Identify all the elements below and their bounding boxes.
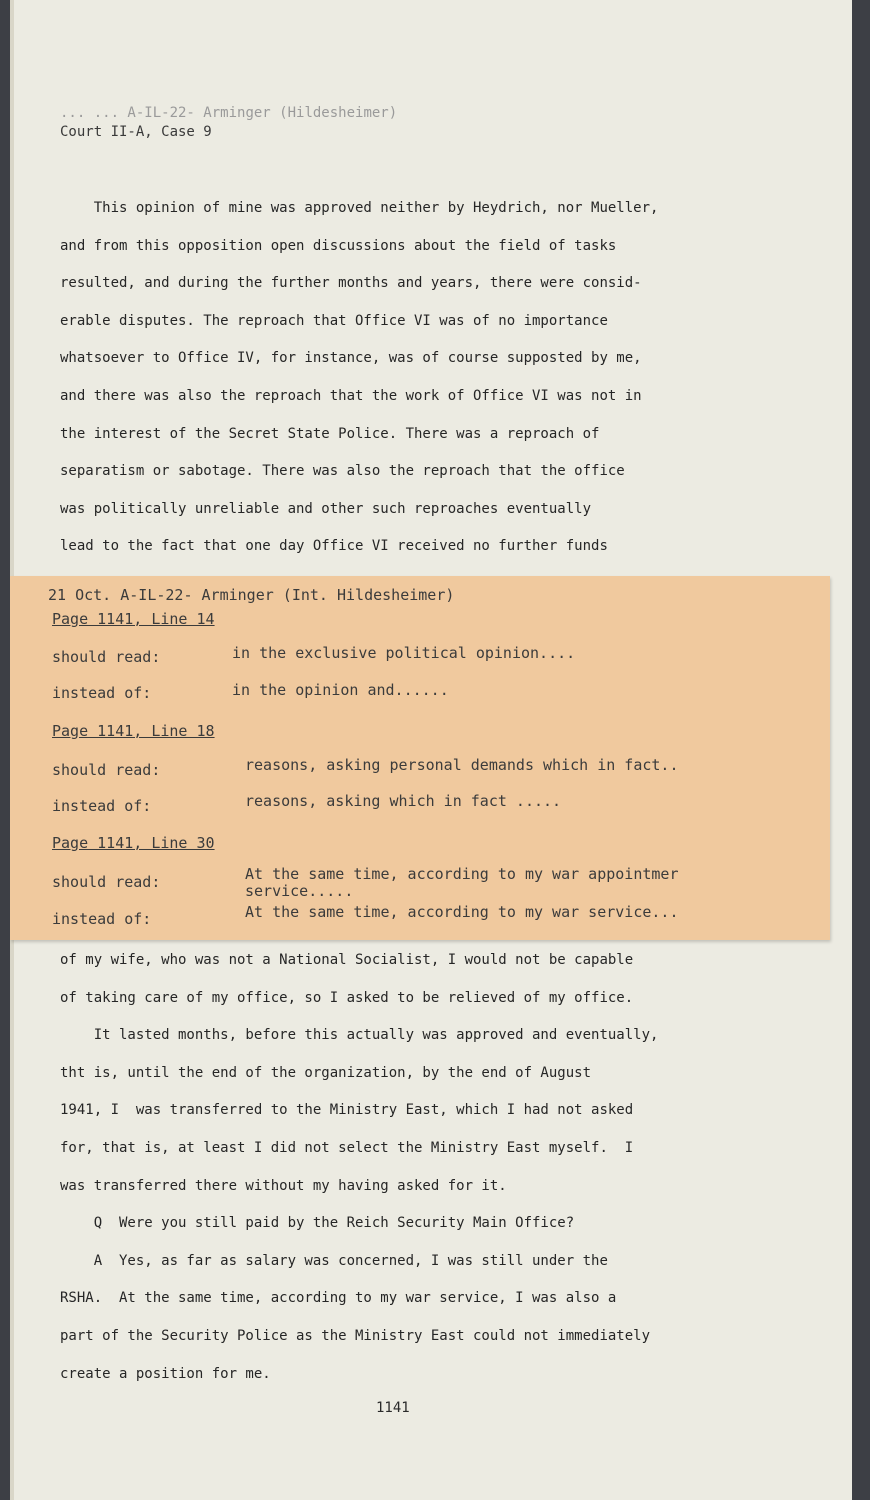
text-line: whatsoever to Office IV, for instance, was of course supposted by me, (60, 350, 642, 367)
text-line: of taking care of my office, so I asked to be relieved of my office. (60, 989, 634, 1006)
body-text-bottom (60, 942, 760, 1393)
text-line: was transferred there without my having asked for it. (60, 1177, 507, 1194)
text-line: part of the Security Police as the Ministry East could not immediately (60, 1327, 651, 1344)
instead-of-label: instead of: (52, 797, 152, 815)
header-line-1 (60, 104, 397, 123)
correction-heading: Page 1141, Line 30 (52, 834, 215, 852)
instead-of-label: instead of: (52, 684, 152, 702)
header-line-2: Court II-A, Case 9 (60, 124, 212, 140)
header-faded-text: ... ... A-IL-22- (60, 105, 204, 121)
text-line: tht is, until the end of the organization, by the end of August (60, 1064, 592, 1081)
correction-heading: Page 1141, Line 14 (52, 610, 215, 628)
should-read-text: At the same time, according to my war appointmer service..... (245, 865, 679, 900)
document-page (10, 0, 852, 1500)
should-read-label: should read: (52, 873, 161, 891)
text-line: erable disputes. The reproach that Office VI was of no importance (60, 312, 608, 329)
should-read-text: reasons, asking personal demands which in fact.. (245, 756, 679, 774)
text-line: and from this opposition open discussions about the field of tasks (60, 237, 617, 254)
page-number: 1141 (376, 1400, 410, 1416)
body-text-top (60, 190, 760, 566)
should-read-text: in the exclusive political opinion.... (232, 644, 576, 662)
text-line: for, that is, at least I did not select the Ministry East myself. I (60, 1139, 634, 1156)
slip-title: 21 Oct. A-IL-22- Arminger (Int. Hildesheimer) (48, 586, 455, 604)
text-line: RSHA. At the same time, according to my war service, I was also a (60, 1290, 617, 1307)
text-line: This opinion of mine was approved neither by Heydrich, nor Mueller, (60, 200, 659, 216)
instead-of-label: instead of: (52, 910, 152, 928)
should-read-label: should read: (52, 761, 161, 779)
text-line: resulted, and during the further months and years, there were consid- (60, 275, 642, 292)
correction-slip (10, 576, 830, 940)
text-line: create a position for me. (60, 1365, 271, 1382)
text-line: was politically unreliable and other such reproaches eventually (60, 500, 592, 517)
page-header (60, 104, 397, 142)
text-line: separatism or sabotage. There was also the reproach that the office (60, 463, 625, 480)
header-name: Arminger (Hildesheimer) (203, 105, 398, 121)
text-line: 1941, I was transferred to the Ministry East, which I had not asked (60, 1102, 634, 1119)
should-read-label: should read: (52, 648, 161, 666)
instead-of-text: reasons, asking which in fact ..... (245, 792, 562, 810)
text-line: Q Were you still paid by the Reich Security Main Office? (60, 1215, 575, 1232)
text-line: A Yes, as far as salary was concerned, I was still under the (60, 1252, 608, 1269)
text-line: the interest of the Secret State Police. There was a reproach of (60, 425, 600, 442)
instead-of-text: in the opinion and...... (232, 681, 449, 699)
instead-of-text: At the same time, according to my war service... (245, 903, 679, 921)
text-line: and there was also the reproach that the work of Office VI was not in (60, 387, 642, 404)
text-line: lead to the fact that one day Office VI received no further funds (60, 538, 608, 555)
correction-heading: Page 1141, Line 18 (52, 722, 215, 740)
text-line: It lasted months, before this actually was approved and eventually, (60, 1027, 659, 1044)
text-line: of my wife, who was not a National Socialist, I would not be capable (60, 952, 634, 968)
